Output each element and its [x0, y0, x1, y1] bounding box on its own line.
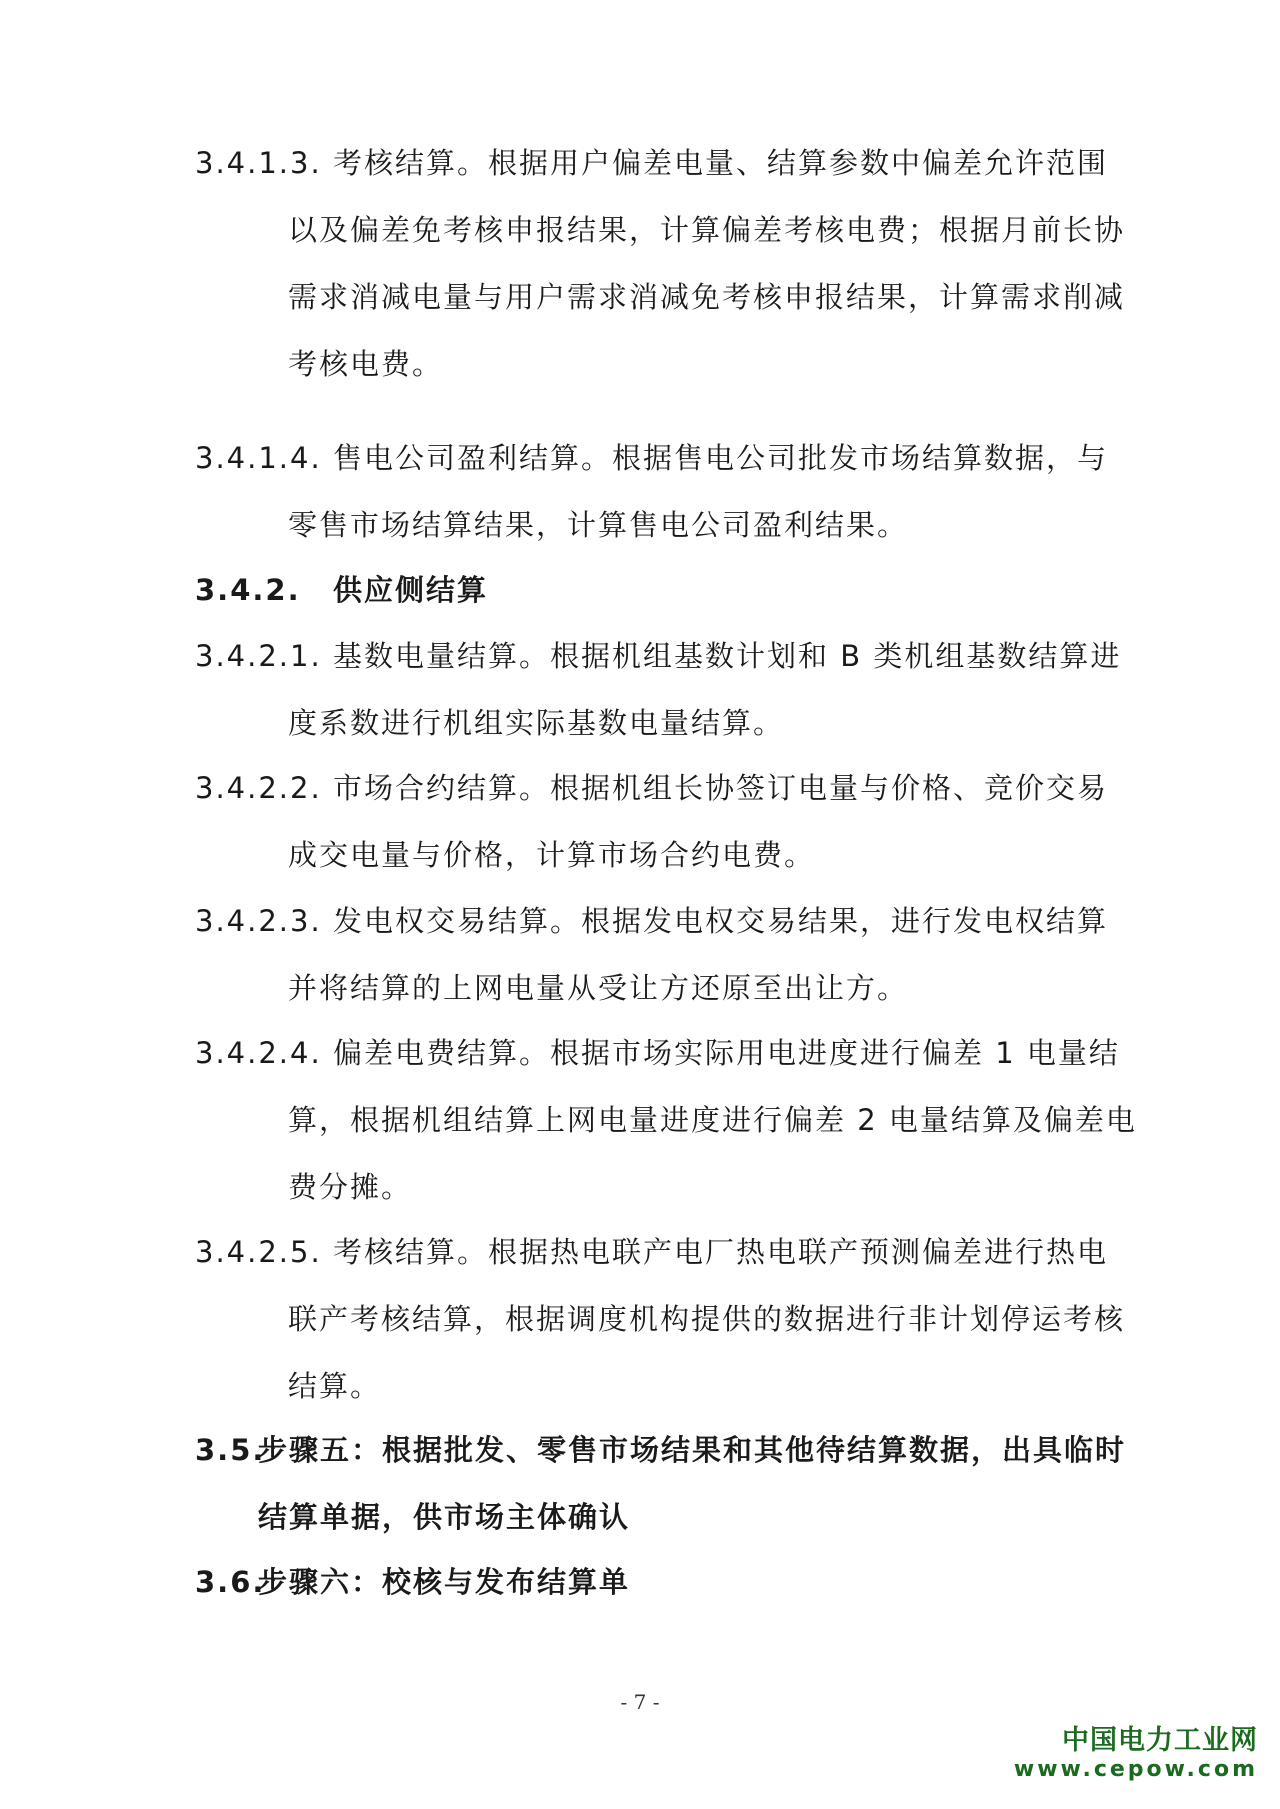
clause-number: 3.4.2.2. [195, 771, 322, 805]
clause-line: 费分摊。 [288, 1170, 413, 1204]
clause-number: 3.4.1.4. [195, 441, 322, 475]
heading-step-5 [195, 1417, 1127, 1551]
clause-number: 3.4.1.3. [195, 146, 322, 180]
page-number: - 7 - [620, 1690, 660, 1714]
clause-line: 发电权交易结算。根据发电权交易结果，进行发电权结算 [333, 904, 1109, 938]
clause-line: 售电公司盈利结算。根据售电公司批发市场结算数据，与 [333, 441, 1109, 475]
clause-line: 基数电量结算。根据机组基数计划和 B 类机组基数结算进 [333, 639, 1122, 673]
heading-line: 步骤六：校核与发布结算单 [258, 1565, 631, 1599]
heading-line: 步骤五：根据批发、零售市场结果和其他待结算数据，出具临时 [258, 1433, 1127, 1467]
clause-line: 并将结算的上网电量从受让方还原至出让方。 [288, 971, 909, 1005]
clause-number: 3.4.2.5. [195, 1235, 322, 1269]
clause-line: 联产考核结算，根据调度机构提供的数据进行非计划停运考核 [288, 1302, 1126, 1336]
clause-3-4-2-1 [195, 623, 1122, 757]
watermark-site-name: 中国电力工业网 [1062, 1725, 1258, 1756]
clause-line: 成交电量与价格，计算市场合约电费。 [288, 838, 816, 872]
watermark-site-url: www.cepow.com [1013, 1757, 1258, 1782]
clause-3-4-2-4 [195, 1020, 1137, 1221]
clause-line: 零售市场结算结果，计算售电公司盈利结果。 [288, 508, 909, 542]
clause-3-4-2-3 [195, 888, 1109, 1022]
clause-line: 偏差电费结算。根据市场实际用电进度进行偏差 1 电量结 [333, 1036, 1120, 1070]
clause-3-4-1-3 [195, 130, 1126, 398]
clause-line: 需求消减电量与用户需求消减免考核申报结果，计算需求削减 [288, 280, 1126, 314]
clause-line: 以及偏差免考核申报结果，计算偏差考核电费；根据月前长协 [288, 213, 1126, 247]
clause-line: 结算。 [288, 1369, 382, 1403]
heading-3-4-2 [195, 557, 1095, 624]
clause-number: 3.4.2.1. [195, 639, 322, 673]
clause-line: 市场合约结算。根据机组长协签订电量与价格、竞价交易 [333, 771, 1109, 805]
clause-3-4-2-5 [195, 1219, 1126, 1420]
clause-line: 考核结算。根据用户偏差电量、结算参数中偏差允许范围 [333, 146, 1109, 180]
heading-number: 3.5. [195, 1433, 266, 1467]
clause-number: 3.4.2.3. [195, 904, 322, 938]
clause-line: 考核结算。根据热电联产电厂热电联产预测偏差进行热电 [333, 1235, 1109, 1269]
clause-line: 考核电费。 [288, 347, 444, 381]
heading-number: 3.6. [195, 1565, 266, 1599]
heading-line: 结算单据，供市场主体确认 [258, 1500, 631, 1534]
clause-3-4-2-2 [195, 755, 1109, 889]
clause-number: 3.4.2.4. [195, 1036, 322, 1070]
heading-number: 3.4.2. [195, 573, 301, 607]
heading-step-6 [195, 1549, 1095, 1616]
clause-3-4-1-4 [195, 425, 1109, 559]
clause-line: 度系数进行机组实际基数电量结算。 [288, 706, 785, 740]
clause-line: 算，根据机组结算上网电量进度进行偏差 2 电量结算及偏差电 [288, 1103, 1137, 1137]
heading-text: 供应侧结算 [333, 573, 489, 607]
